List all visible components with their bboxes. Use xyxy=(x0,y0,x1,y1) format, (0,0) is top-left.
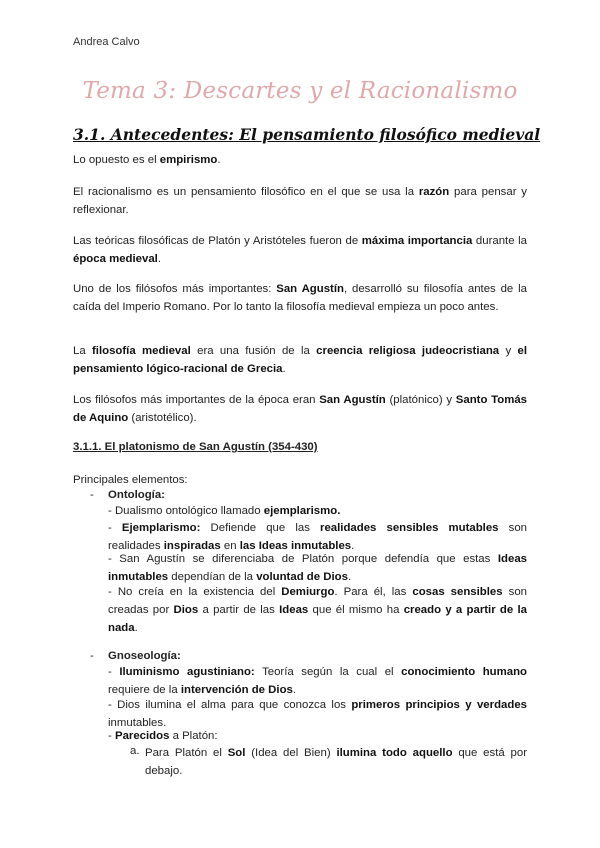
list-dash: - xyxy=(90,489,94,501)
author-name: Andrea Calvo xyxy=(73,36,140,48)
paragraph-filosofia-medieval: La filosofía medieval era una fusión de la creencia religiosa judeocristiana y el pensamiento lógico-racional de Grecia. xyxy=(73,345,527,375)
gnoseologia-item-dios-ilumina: - Dios ilumina el alma para que conozca los primeros principios y verdades inmutables. xyxy=(108,699,527,729)
ontologia-item-voluntad: - San Agustín se diferenciaba de Platón porque defendía que estas Ideas inmutables dependían de la voluntad de Dios. xyxy=(108,553,527,583)
gnoseologia-label: Gnoseología: xyxy=(108,650,181,662)
ordered-item-sol: Para Platón el Sol (Idea del Bien) ilumina todo aquello que está por debajo. xyxy=(145,747,527,777)
section-heading: 3.1. Antecedentes: El pensamiento filosófico medieval xyxy=(73,125,541,144)
subsection-heading: 3.1.1. El platonismo de San Agustín (354-430) xyxy=(73,441,318,453)
paragraph-platon-aristoteles: Las teóricas filosóficas de Platón y Aristóteles fueron de máxima importancia durante la época medieval. xyxy=(73,235,528,265)
list-dash: - xyxy=(90,650,94,662)
ontologia-item-demiurgo: - No creía en la existencia del Demiurgo. Para él, las cosas sensibles son creadas por Dios a partir de las Ideas que él mismo ha creado y a partir de la nada. xyxy=(108,586,528,634)
ontologia-label: Ontología: xyxy=(108,489,165,501)
gnoseologia-item-iluminismo: - Iluminismo agustiniano: Teoría según la cual el conocimiento humano requiere de la intervención de Dios. xyxy=(108,666,527,696)
paragraph-empirismo: Lo opuesto es el empirismo. xyxy=(73,154,221,166)
list-intro: Principales elementos: xyxy=(73,474,188,486)
gnoseologia-item-parecidos: - Parecidos a Platón: xyxy=(108,730,218,742)
paragraph-racionalismo: El racionalismo es un pensamiento filosófico en el que se usa la razón para pensar y reflexionar. xyxy=(73,186,527,216)
ordered-marker-a: a. xyxy=(130,745,140,757)
paragraph-filosofos-importantes: Los filósofos más importantes de la época eran San Agustín (platónico) y Santo Tomás de Aquino (aristotélico). xyxy=(73,394,527,424)
ontologia-item-dualismo: - Dualismo ontológico llamado ejemplarismo. xyxy=(108,505,341,517)
ontologia-item-ejemplarismo: - Ejemplarismo: Defiende que las realidades sensibles mutables son realidades inspiradas en las Ideas inmutables. xyxy=(108,522,527,552)
paragraph-san-agustin: Uno de los filósofos más importantes: San Agustín, desarrolló su filosofía antes de la caída del Imperio Romano. Por lo tanto la filosofía medieval empieza un poco antes. xyxy=(73,283,527,313)
document-title: Tema 3: Descartes y el Racionalismo xyxy=(82,78,518,104)
